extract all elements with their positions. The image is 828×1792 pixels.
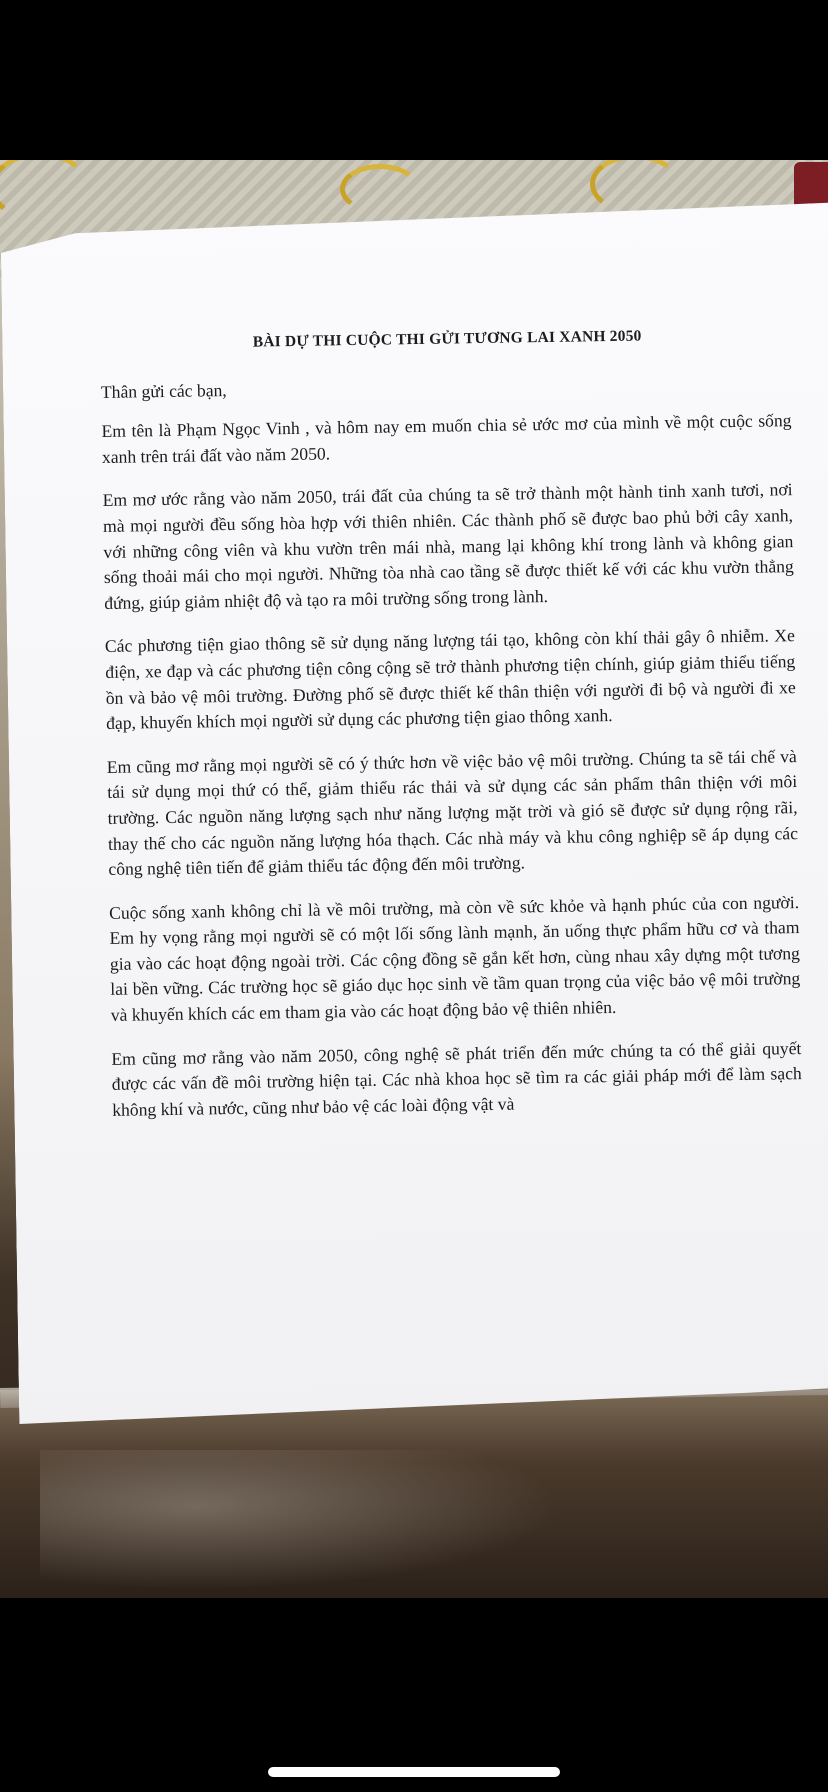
document-body <box>100 321 803 1141</box>
greeting-line: Thân gửi các bạn, <box>100 379 227 402</box>
document-title: BÀI DỰ THI CUỘC THI GỬI TƯƠNG LAI XANH 2050 <box>252 327 642 351</box>
paragraph-intro: Em tên là Phạm Ngọc Vinh , và hôm nay em muốn chia sẻ ước mơ của mình về một cuộc sống xanh trên trái đất vào năm 2050. <box>101 410 792 467</box>
paragraph-green-planet: Em mơ ước rằng vào năm 2050, trái đất của chúng ta sẽ trở thành một hành tinh xanh tươi, nơi mà mọi người đều sống hòa hợp với thiên nhiên. Các thành phố sẽ được bao phủ bởi cây xanh, với những công viên và khu vườn trên mái nhà, mang lại không khí trong lành và không gian sống thoải mái cho mọi người. Những tòa nhà cao tầng sẽ được thiết kế với các khu vườn thẳng đứng, giúp giảm nhiệt độ và tạo ra môi trường sống trong lành. <box>102 479 794 613</box>
gold-ornament-center <box>340 164 420 214</box>
paragraph-awareness: Em cũng mơ rằng mọi người sẽ có ý thức hơn về việc bảo vệ môi trường. Chúng ta sẽ tái chế và tái sử dụng mọi thứ có thể, giảm thiểu rác thải và sử dụng các sản phẩm thân thiện với môi trường. Các nguồn năng lượng sạch như năng lượng mặt trời và gió sẽ được sử dụng rộng rãi, thay thế cho các nguồn năng lượng hóa thạch. Các nhà máy và khu công nghiệp sẽ áp dụng các công nghệ tiên tiến để giảm thiểu tác động đến môi trường. <box>106 745 799 880</box>
paragraph-technology: Em cũng mơ rằng vào năm 2050, công nghệ sẽ phát triển đến mức chúng ta có thể giải quyết được các vấn đề môi trường hiện tại. Các nhà khoa học sẽ tìm ra các giải pháp mới để làm sạch không khí và nước, cũng như bảo vệ các loài động vật và <box>111 1037 802 1120</box>
paragraph-health: Cuộc sống xanh không chỉ là về môi trường, mà còn về sức khỏe và hạnh phúc của con người. Em hy vọng rằng mọi người sẽ có một lối sống lành mạnh, ăn uống thực phẩm hữu cơ và tham gia vào các hoạt động ngoài trời. Các cộng đồng sẽ gắn kết hơn, cùng nhau xây dựng một tương lai bền vững. Các trường học sẽ giáo dục học sinh về tầm quan trọng của việc bảo vệ môi trường và khuyến khích các em tham gia vào các hoạt động bảo vệ thiên nhiên. <box>108 891 801 1025</box>
home-indicator[interactable] <box>268 1767 560 1777</box>
photo-scene <box>0 160 828 1598</box>
paragraph-transport: Các phương tiện giao thông sẽ sử dụng năng lượng tái tạo, không còn khí thải gây ô nhiễm. Xe điện, xe đạp và các phương tiện công cộng sẽ trở thành phương tiện chính, giúp giảm thiểu tiếng ồn và bảo vệ môi trường. Đường phố sẽ được thiết kế thân thiện với người đi bộ và người đi xe đạp, khuyến khích mọi người sử dụng các phương tiện giao thông xanh. <box>104 625 796 734</box>
table-reflection <box>40 1450 560 1590</box>
